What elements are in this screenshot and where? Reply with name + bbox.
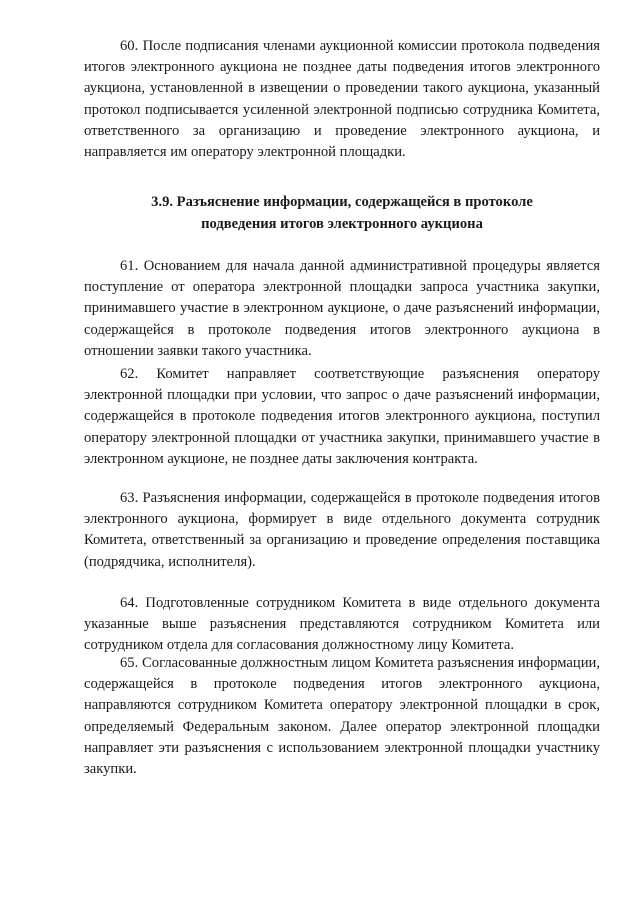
- section-heading: [84, 191, 600, 235]
- paragraph-64: 64. Подготовленные сотрудником Комитета в виде отдельного документа указанные выше разъяснения представляются сотрудником Комитета или сотрудником отдела для согласования должностному лицу Комитета.: [84, 595, 600, 654]
- paragraph-61: 61. Основанием для начала данной административной процедуры является поступление от оператора электронной площадки запроса участника закупки, принимавшего участие в электронном аукционе, о даче разъяснений информации, содержащейся в протоколе подведения итогов электронного аукциона в отношении заявки такого участника.: [84, 258, 600, 359]
- paragraph-63: 63. Разъяснения информации, содержащейся в протоколе подведения итогов электронного аукциона, формирует в виде отдельного документа сотрудник Комитета, ответственный за организацию и проведение определения поставщика (подрядчика, исполнителя).: [84, 490, 600, 570]
- paragraph-62: 62. Комитет направляет соответствующие разъяснения оператору электронной площадки при условии, что запрос о даче разъяснений информации, содержащейся в протоколе подведения итогов электронного аукциона, поступил оператору электронной площадки от участника закупки, принимавшего участие в электронном аукционе, не позднее даты заключения контракта.: [84, 366, 600, 467]
- paragraph-60: 60. После подписания членами аукционной комиссии протокола подведения итогов электронного аукциона не позднее даты подведения итогов электронного аукциона, установленной в извещении о проведении такого аукциона, указанный протокол подписывается усиленной электронной подписью сотрудника Комитета, ответственного за организацию и проведение электронного аукциона, и направляется им оператору электронной площадки.: [84, 38, 600, 161]
- section-heading-line-1: 3.9. Разъяснение информации, содержащейся в протоколе: [151, 194, 533, 210]
- paragraph-65: 65. Согласованные должностным лицом Комитета разъяснения информации, содержащейся в протоколе подведения итогов электронного аукциона, направляются сотрудником Комитета оператору электронной площадки в срок, определяемый Федеральным законом. Далее оператор электронной площадки направляет эти разъяснения с использованием электронной площадки участнику закупки.: [84, 655, 600, 778]
- section-heading-line-2: подведения итогов электронного аукциона: [201, 216, 483, 232]
